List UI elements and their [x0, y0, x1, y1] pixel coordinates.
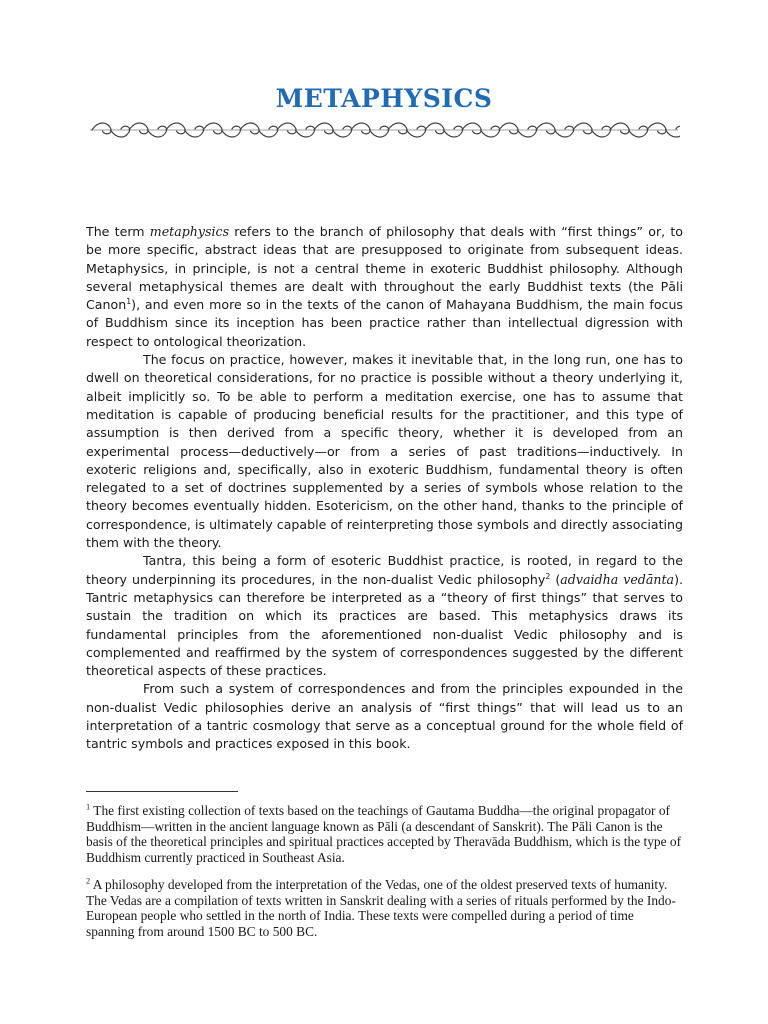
emphasis-metaphysics: metaphysics	[149, 224, 230, 239]
footnote-marker: 2	[86, 876, 91, 886]
footnote-ref-2[interactable]: 2	[545, 571, 551, 581]
chapter-title: METAPHYSICS	[275, 84, 493, 113]
footnote-2	[86, 877, 683, 939]
paragraph-2: The focus on practice, however, makes it inevitable that, in the long run, one has to dwell on theoretical considerations, for no practice is possible without a theory underlying it, albeit implicitly so. To be able to perform a meditation exercise, one has to assume that meditation is capable of producing beneficial results for the practitioner, and this type of assumption is then derived from a specific theory, whether it is developed from an experimental process—deductively—or from a series of past traditions—inductively. In exoteric religions and, specifically, also in exoteric Buddhism, fundamental theory is often relegated to a set of doctrines supplemented by a series of symbols whose relation to the theory becomes eventually hidden. Esotericism, on the other hand, thanks to the principle of correspondence, is ultimately capable of reinterpreting those symbols and directly associating them with the theory.	[86, 352, 683, 551]
text-run: ). Tantric metaphysics can therefore be interpreted as a “theory of first things” that serves to sustain the tradition on which its practices are based. This metaphysics draws its fundamental principles from the aforementioned non-dualist Vedic philosophy and is complemented and reaffirmed by the system of correspondences suggested by the different theoretical aspects of these practices.	[86, 571, 683, 679]
footnote-divider	[86, 791, 238, 792]
footnote-text: A philosophy developed from the interpretation of the Vedas, one of the oldest preserved texts of humanity. The Vedas are a compilation of texts written in Sanskrit dealing with a series of rituals performed by the Indo-European people who settled in the north of India. These texts were compelled during a period of time spanning from around 1500 BC to 500 BC.	[86, 877, 676, 939]
footnote-ref-1[interactable]: 1	[126, 297, 132, 306]
paragraph-4: From such a system of correspondences and from the principles expounded in the non-dualist Vedic philosophies derive an analysis of “first things” that will lead us to an interpretation of a tantric cosmology that serve as a conceptual ground for the whole field of tantric symbols and practices exposed in this book.	[86, 681, 683, 752]
paragraph-3	[86, 552, 683, 680]
decorative-flourish-icon	[88, 120, 680, 140]
text-run: The term	[86, 224, 150, 239]
footnote-1	[86, 803, 683, 865]
emphasis-advaidha-vedanta: advaidha vedānta	[560, 571, 675, 587]
footnotes	[86, 803, 683, 939]
text-run: Tantra, this being a form of esoteric Buddhist practice, is rooted, in regard to the theory underpinning its procedures, in the non-dualist Vedic philosophy	[86, 553, 683, 587]
footnote-marker: 1	[86, 802, 91, 812]
text-run: ), and even more so in the texts of the canon of Mahayana Buddhism, the main focus of Buddhism since its inception has been practice rather than intellectual digression with respect to ontological theorization.	[86, 297, 683, 349]
text-run: (	[550, 571, 561, 587]
text-run: refers to the branch of philosophy that deals with “first things” or, to be more specific, abstract ideas that are presupposed to originate from subsequent ideas. Metaphysics, in principle, is not a central theme in exoteric Buddhist philosophy. Although several metaphysical themes are dealt with throughout the early Buddhist texts (the Pāli Canon	[86, 224, 684, 313]
paragraph-1	[86, 223, 683, 351]
footnote-text: The first existing collection of texts based on the teachings of Gautama Buddha—the original propagator of Buddhism—written in the ancient language known as Pāli (a descendant of Sanskrit). The Pāli Canon is the basis of the theoretical principles and spiritual practices accepted by Theravāda Buddhism, which is the type of Buddhism currently practiced in Southeast Asia.	[86, 803, 682, 865]
chapter-body	[86, 223, 683, 754]
